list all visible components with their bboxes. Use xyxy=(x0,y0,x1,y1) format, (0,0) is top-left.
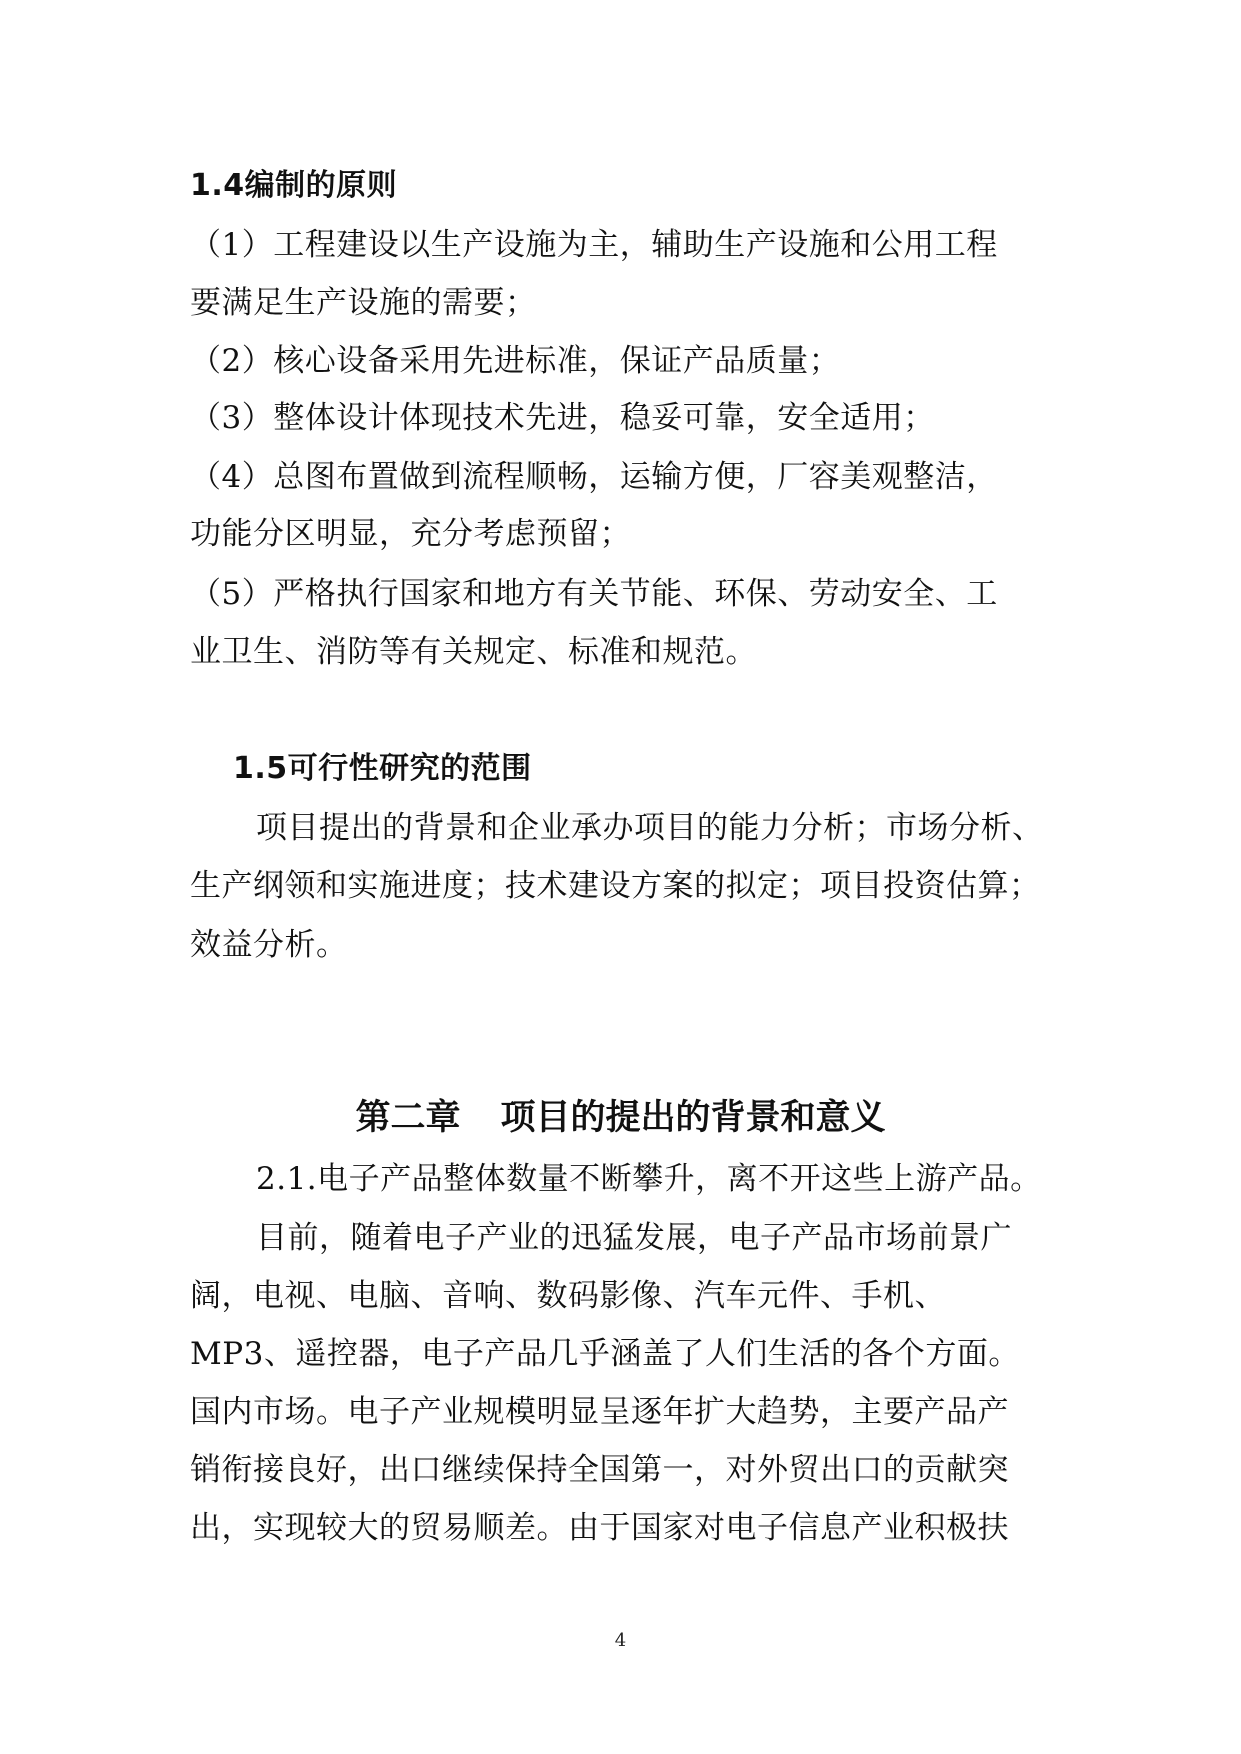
paragraph-line: （1）工程建设以生产设施为主，辅助生产设施和公用工程 xyxy=(190,227,998,263)
paragraph-line: 出，实现较大的贸易顺差。由于国家对电子信息产业积极扶 xyxy=(190,1510,1009,1546)
page-number: 4 xyxy=(614,1630,627,1651)
paragraph-line: （3）整体设计体现技术先进，稳妥可靠，安全适用； xyxy=(190,400,935,436)
paragraph-line: 要满足生产设施的需要； xyxy=(190,285,537,321)
paragraph-line: 业卫生、消防等有关规定、标准和规范。 xyxy=(190,634,757,670)
chapter-title xyxy=(0,1096,1241,1140)
paragraph-line: 生产纲领和实施进度；技术建设方案的拟定；项目投资估算； xyxy=(190,868,1041,904)
section-heading-1-4: 1.4编制的原则 xyxy=(190,168,398,203)
paragraph-line: （5）严格执行国家和地方有关节能、环保、劳动安全、工 xyxy=(190,576,998,612)
paragraph-line: MP3、遥控器，电子产品几乎涵盖了人们生活的各个方面。 xyxy=(190,1336,1020,1372)
paragraph-line: （4）总图布置做到流程顺畅，运输方便，厂容美观整洁， xyxy=(190,459,998,495)
paragraph-line: 目前，随着电子产业的迅猛发展，电子产品市场前景广 xyxy=(256,1220,1012,1256)
paragraph-line: 效益分析。 xyxy=(190,927,348,963)
section-heading-2-1: 2.1.电子产品整体数量不断攀升，离不开这些上游产品。 xyxy=(256,1161,1042,1197)
paragraph-line: 销衔接良好，出口继续保持全国第一，对外贸出口的贡献突 xyxy=(190,1452,1009,1488)
paragraph-line: 项目提出的背景和企业承办项目的能力分析；市场分析、 xyxy=(256,810,1044,846)
paragraph-line: 阔，电视、电脑、音响、数码影像、汽车元件、手机、 xyxy=(190,1278,946,1314)
paragraph-line: 功能分区明显，充分考虑预留； xyxy=(190,516,631,552)
paragraph-line: （2）核心设备采用先进标准，保证产品质量； xyxy=(190,343,841,379)
paragraph-line: 国内市场。电子产业规模明显呈逐年扩大趋势，主要产品产 xyxy=(190,1394,1009,1430)
chapter-number: 第二章 xyxy=(355,1098,461,1138)
chapter-name: 项目的提出的背景和意义 xyxy=(500,1098,886,1138)
section-heading-1-5: 1.5可行性研究的范围 xyxy=(233,751,532,786)
